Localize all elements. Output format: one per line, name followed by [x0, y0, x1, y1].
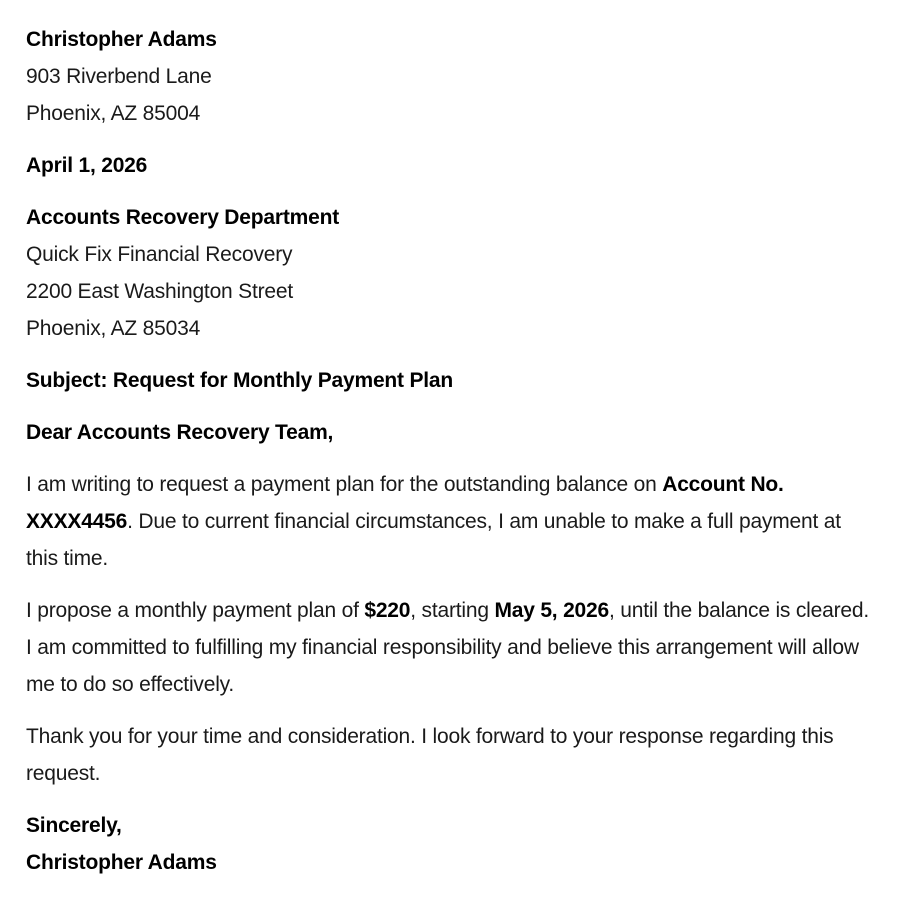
- sender-address-line-1: 903 Riverbend Lane: [26, 65, 212, 88]
- body-paragraph-3: [26, 718, 876, 792]
- sender-name: Christopher Adams: [26, 28, 217, 51]
- start-date-emphasis: May 5, 2026: [494, 599, 609, 622]
- closing-block: [26, 807, 876, 881]
- subject-line: Subject: Request for Monthly Payment Plan: [26, 369, 454, 392]
- date-block: [26, 147, 876, 184]
- paragraph-run: Thank you for your time and consideration. I look forward to your response regarding this request.: [26, 725, 834, 785]
- paragraph-run: I am writing to request a payment plan for the outstanding balance on: [26, 473, 663, 496]
- recipient-company: Quick Fix Financial Recovery: [26, 243, 293, 266]
- body-paragraph-1: [26, 466, 876, 577]
- paragraph-run: I propose a monthly payment plan of: [26, 599, 365, 622]
- body-paragraph-2: [26, 592, 876, 703]
- recipient-street: 2200 East Washington Street: [26, 280, 293, 303]
- signature-name: Christopher Adams: [26, 851, 217, 874]
- account-number-emphasis: Account No. XXXX4456: [26, 473, 784, 533]
- paragraph-run: , starting: [410, 599, 495, 622]
- paragraph-run: . Due to current financial circumstances, I am unable to make a full payment at this time.: [26, 510, 841, 570]
- subject-block: [26, 362, 876, 399]
- recipient-department: Accounts Recovery Department: [26, 206, 339, 229]
- payment-amount-emphasis: $220: [364, 599, 411, 622]
- paragraph-run: , until the balance is cleared. I am committed to fulfilling my financial responsibility and believe this arrangement will allow me to do so effectively.: [26, 599, 869, 696]
- salutation: Dear Accounts Recovery Team,: [26, 421, 334, 444]
- sender-address-line-2: Phoenix, AZ 85004: [26, 102, 201, 125]
- recipient-city: Phoenix, AZ 85034: [26, 317, 201, 340]
- recipient-block: [26, 199, 876, 347]
- letter-date: April 1, 2026: [26, 154, 148, 177]
- sender-block: [26, 21, 876, 132]
- salutation-block: [26, 414, 876, 451]
- signoff: Sincerely,: [26, 814, 122, 837]
